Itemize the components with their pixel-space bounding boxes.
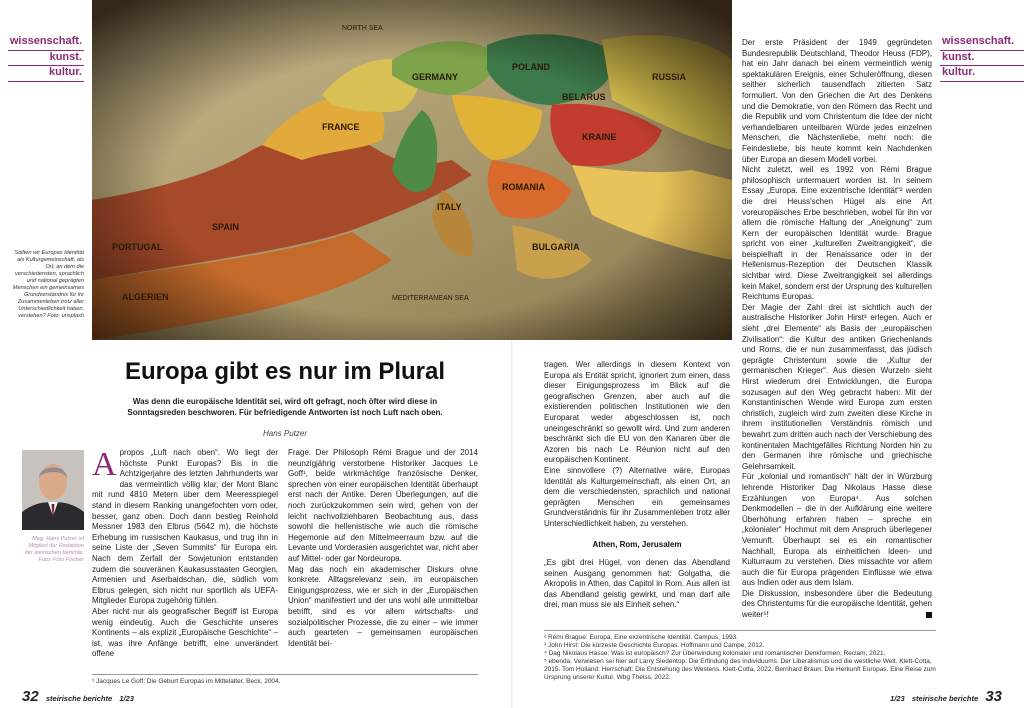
paragraph: Für „kolonial und romantisch“ hält der in Würzburg lehrende Historiker Dag Nikolaus Hasse diese Erzählungen von Europa⁴. Aus solchen Denkmodellen – die in der Aufklärung eine weitere Überhöhung erfahren haben – spreche ein „kolonialer“ Hochmut mit dem Anspruch überlegener Vernunft. Überhaupt sei es ein romantischer Nachhall, Europa als einheitlichen Ideen- und Kulturraum zu verstehen. Dies missachte vor allem auch die für Europa prägenden Einflüsse wie etwa aus Indien oder aus dem Islam. [742,472,932,588]
paragraph: propos „Luft nach oben“. Wo liegt der höchste Punkt Europas? Bis in die Achtzigerjahre des letzten Jahrhunderts war das vermeintlich völlig klar, der Mont Blanc mit rund 4810 Metern über dem Meeresspiegel stand in diesem Ranking unangefochten vorn oder, besser, ganz oben. Doch dann bestieg Reinhold Messner 1983 den Elbrus (5642 m), die höchste Erhebung im russischen Kaukasus, und trug ihn in seine Liste der „Seven Summits“ für Europa ein. Nach dem Zerfall der Sowjetunion entstanden zudem die souveränen Kaukasusstaaten Georgien, Armenien und Aserbaidschan, die, südlich vom Elbrus gelegen, sich nicht nur sportlich als UEFA-Mitglieder Europa zugehörig fühlen. [92,448,278,606]
map-illustration [92,0,732,340]
article-title: Europa gibt es nur im Plural [124,358,446,385]
europe-map-photo [92,0,732,340]
publication-name: steirische berichte [911,694,979,703]
text-column-1 [92,448,278,660]
footnote: ⁴ Dag Nikolaus Hasse: Was ist europäisch? Zur Überwindung kolonialer und romantischer Denkformen. Reclam, 2021. [544,650,886,657]
map-label: ITALY [437,202,462,212]
paragraph: Mag das noch ein akademischer Diskurs ohne konkrete. Alltagsrelevanz sein, im europäischen Einigungsprozess, wie er sich in der „Europäischen Union“ manifestiert und der uns wohl alle unmittelbar betrifft, sind es vor allem wirtschafts- und sozialpolitischer Prozesse, die zu einer – wie immer auch gearteten – gemeinsamen europäischen Identität bei- [288,564,478,648]
paragraph [742,589,932,621]
text-column-2 [288,448,478,649]
map-label: ALGERIEN [122,292,169,302]
rubric-line: wissenschaft. [8,35,84,51]
page-number: 32 [22,688,39,705]
issue-number: 1/23 [890,694,905,703]
map-label: NORTH SEA [342,25,383,32]
map-label: FRANCE [322,122,360,132]
map-label: BULGARIA [532,242,580,252]
drop-cap: A [92,446,117,483]
paragraph: Der erste Präsident der 1949 gegründeten Bundesrepublik Deutschland, Theodor Heuss (FDP), hat ein Jahr danach bei einem vermeintlich wenig spektakulären Ereignis, einer Schuleröffnung, diesen seither sicherlich tausendfach zitierten Satz formuliert. Von den Griechen die Art des Denkens und die Demokratie, von den Römern das Recht und die Republik und vom Christentum die Idee der nicht verhandelbaren unteilbaren Würde jedes einzelnen Menschen, die Nächstenliebe, mehr noch: die Feindesliebe, bis heute kommt kein Nachdenken über Europa an diesem Modell vorbei. [742,38,932,164]
rubric-line: kunst. [940,51,1024,67]
image-caption: Sollten wir Europas Identität als Kulturgemeinschaft, als Ort, an dem die verschiedensten, sprachlich und national geprägten Menschen ein gemeinsames Grundverständnis für ihr Zusammenleben trotz aller Unterschiedlichkeit haben, verstehen? Foto: unsplash [12,250,84,319]
page-footer-left [22,688,134,705]
map-label: ROMANIA [502,182,545,192]
rubric-line: wissenschaft. [940,35,1024,51]
map-label: PORTUGAL [112,242,163,252]
page-footer-right [878,688,1002,705]
map-label: BELARUS [562,92,606,102]
section-subhead: Athen, Rom, Jerusalem [592,539,682,549]
text-column-3 [544,360,730,611]
map-label: RUSSIA [652,72,687,82]
map-label: KRAINE [582,132,617,142]
rubric-line: kunst. [8,51,84,67]
portrait-illustration [22,450,84,530]
rubric-left [8,35,84,82]
author-photo [22,450,84,530]
paragraph: Eine sinnvollere (?) Alternative wäre, Europas Identität als Kulturgemeinschaft, als einen Ort, an dem die verschiedensten, sprachlich und national geprägten Menschen ein gemeinsames Grundverständnis für ihr Zusammenleben trotz aller Unterschiedlichkeit haben, zu verstehen. [544,465,730,528]
article-subtitle: Was denn die europäische Identität sei, wird oft gefragt, noch öfter wird diese in Sonntagsreden beschworen. Für befriedigende Antworten ist noch Luft nach oben. [127,397,443,417]
end-mark-icon [926,612,932,618]
footnote: ⁵ ebenda. Verwiesen sei hier auf Larry Siedentop: Die Erfindung des Individuums. Der Liberalismus und die westliche Welt. Klett-Cotta, 2015. Tom Holland: Herrschaft: Die Entstehung des Westens. Klett-Cotta, 2022. Bernhard Braun: Die Herkunft Europas. Eine Reise zum Ursprung unserer Kultur. Wbg Theiss, 2022. [544,658,936,681]
paragraph: tragen. Wer allerdings in diesem Kontext von Europa als Entität spricht, ignoriert zum einen, dass dieser Einigungsprozess im Blick auf die geografischen Grenzen, aber auch auf die existierenden politischen Institutionen wie den Europarat weder abgeschlossen ist, noch uneingeschränkt so gewollt wird. Und zum anderen beschränkt sich die EU von den Kanaren über die Azoren bis nach Le Réunion nicht auf den europäischen Kontinent. [544,360,730,465]
publication-name: steirische berichte [45,694,113,703]
map-label: GERMANY [412,72,459,82]
rubric-right [940,35,1024,82]
map-label: MEDITERRANEAN SEA [392,295,469,302]
issue-number: 1/23 [119,694,134,703]
paragraph: Nicht zuletzt, weil es 1992 von Rémi Brague philosophisch untermauert worden ist. In seinem Essay „Europa. Eine exzentrische Identität“² werden die drei Heuss'schen Hügel als eine Art voreuropäisches Erbe beschrieben, wobei für ihn vor allem die römische Haltung der „Aneignung“ zum Kern der europäischen Identität wurde. Brague spricht von einer „kulturellen Zweitrangigkeit“, die beispielhaft in der Renaissance oder in der Hellenismus-Rezeption der Deutschen Klassik sichtbar wird. Diese Zweitrangigkeit sei allerdings kein Makel, sondern erst der Ursprung des kulturellen Reichtums Europas. [742,165,932,302]
map-label: SPAIN [212,222,239,232]
article-author: Hans Putzer [262,429,308,438]
quote-paragraph: „Es gibt drei Hügel, von denen das Abendland seinen Ausgang genommen hat: Golgatha, die Akropolis in Athen, das Capitol in Rom. Aus allen ist das Abendland geistig gewirkt, und man darf alle drei, man muss sie als Einheit sehen.“ [544,558,730,610]
footnotes-right [544,630,936,682]
rubric-line: kultur. [8,66,84,82]
page-number: 33 [985,688,1002,705]
text-column-4 [742,38,932,621]
closing-text: Die Diskussion, insbesondere über die Bedeutung des Christentums für die europäische Identität, gehen weiter⁵! [742,588,932,620]
map-label: POLAND [512,62,550,72]
footnote: ³ John Hirst: Die kürzeste Geschichte Europas. Hoffmann und Campe, 2012. [544,642,765,649]
paragraph: Frage. Der Philosoph Rémi Brague und der 2014 neunzigjährig verstorbene Historiker Jacques Le Goff¹, beide wirkmächtige französische Denker, sprechen von einer europäischen Identität überhaupt erst nach der Antike. Deren Überlegungen, auf die noch zurückzukommen sein wird, gehen von der leicht nachvollziehbaren Beobachtung aus, dass sowohl die hellenistische wie auch die römische Hegemonie auf den Mittelmeerraum bzw. auf die Levante und Vorderasien ausgerichtet war, nicht aber auf Mittel- oder gar Nordeuropa. [288,448,478,563]
footnote-left: ¹ Jacques Le Goff: Die Geburt Europas im Mittelalter. Beck, 2004. [92,674,478,685]
author-photo-caption: Mag. Hans Putzer ist Mitglied der Redaktion der steirischen berichte. Foto: Foto Fischer [24,536,84,563]
paragraph: Aber nicht nur als geografischer Begriff ist Europa wenig eindeutig. Auch die Geschichte unseres Kontinents – als explizit „Europäische Geschichte“ – ist, was ihre Anfänge betrifft, eine unverändert offene [92,606,278,659]
rubric-line: kultur. [940,66,1024,82]
paragraph: Der Magie der Zahl drei ist sichtlich auch der australische Historiker John Hirst³ erlegen. Auch er sieht „drei Elemente“ als Basis der „europäischen Zivilisation“: die Kultur des antiken Griechenlands und Roms, die er nun zusammenfasst, das jüdisch geprägte Christentum sowie die „Kultur der germanischen Krieger“. Aus diesen Wurzeln sieht Hirst wiederum drei Entwicklungen, die Europa sozusagen auf den Weg gebracht haben: Mit der Konstantinischen Wende wird Europa zum ersten christlich, zugleich wird zum zweiten diese Kirche in ihrem institutionellen Verständnis römisch und bewahrt zum dritten auch nach der Verschiebung des kontinentalen Machtgefälles Richtung Norden hin zu den Germanen ihre römische und griechische Gelehrsamkeit. [742,302,932,471]
footnote: ² Rémi Brague: Europa. Eine exzentrische Identität. Campus, 1993. [544,634,739,641]
